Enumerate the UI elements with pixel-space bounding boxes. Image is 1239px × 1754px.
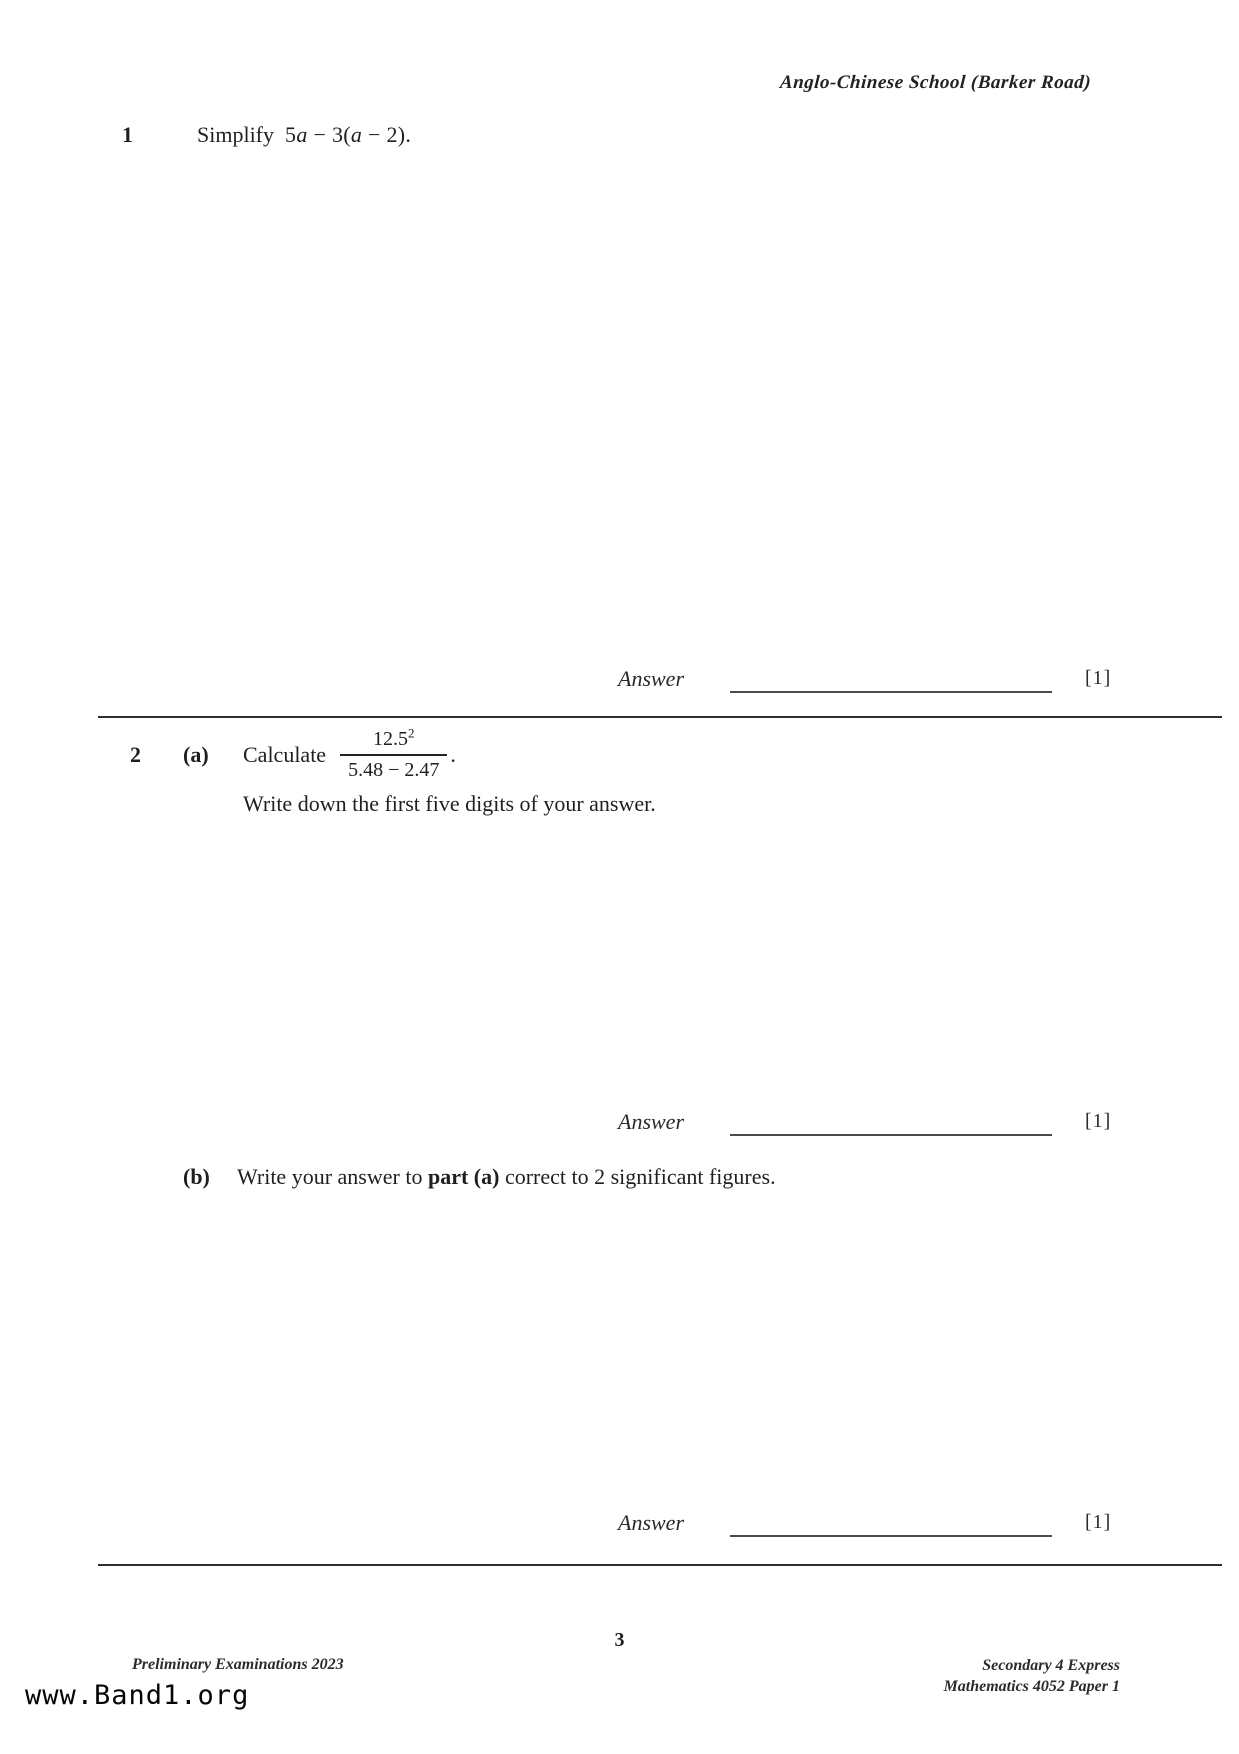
answer-blank [730,1511,1052,1537]
fraction-numerator [340,727,447,756]
answer-label: Answer [618,1510,684,1535]
question-2a [130,716,456,794]
answer-line-2 [618,1109,1138,1141]
marks-badge: [1] [1085,667,1112,689]
answer-line-1 [618,666,1138,698]
numerator-base: 12.5 [372,728,408,750]
section-divider [98,1564,1222,1566]
expr-operator: − 2). [362,122,412,147]
answer-label: Answer [618,1109,684,1134]
expr-number: 5 [285,122,297,147]
question-2b-text-post: correct to 2 significant figures. [499,1164,776,1189]
question-1-prompt: Simplify [197,122,275,147]
marks-badge: [1] [1085,1110,1112,1132]
footer-level: Secondary 4 Express [982,1657,1120,1674]
sentence-period: . [450,742,456,767]
answer-blank [730,1110,1052,1136]
page-number: 3 [614,1629,625,1651]
question-2a-instruction: Write down the first five digits of your answer. [243,791,656,816]
expr-operator: − 3( [307,122,351,147]
question-2b [183,1164,776,1190]
question-1-expression [285,122,411,147]
marks-badge: [1] [1085,1511,1112,1533]
numerator-exponent: 2 [407,725,415,741]
footer-subject: Mathematics 4052 Paper 1 [943,1678,1120,1695]
school-name: Anglo-Chinese School (Barker Road) [779,72,1092,93]
expr-variable: a [296,122,308,147]
fraction-denominator: 5.48 − 2.47 [348,759,440,781]
footer-exam-title: Preliminary Examinations 2023 [132,1656,344,1673]
footer-paper-info [944,1655,1120,1697]
expr-variable: a [350,122,363,147]
answer-label: Answer [618,666,684,691]
answer-blank [730,667,1052,693]
question-2a-prompt: Calculate [243,742,327,767]
question-2b-label: (b) [183,1164,210,1189]
fraction [340,727,447,783]
question-2-number: 2 [130,742,141,767]
answer-line-3 [618,1510,1138,1542]
question-1 [122,122,411,148]
question-2b-text-pre: Write your answer to [237,1164,428,1189]
question-1-number: 1 [122,122,133,147]
watermark-url: www.Band1.org [25,1680,250,1711]
question-2b-text-bold: part (a) [427,1164,500,1189]
question-2a-label: (a) [183,742,209,767]
